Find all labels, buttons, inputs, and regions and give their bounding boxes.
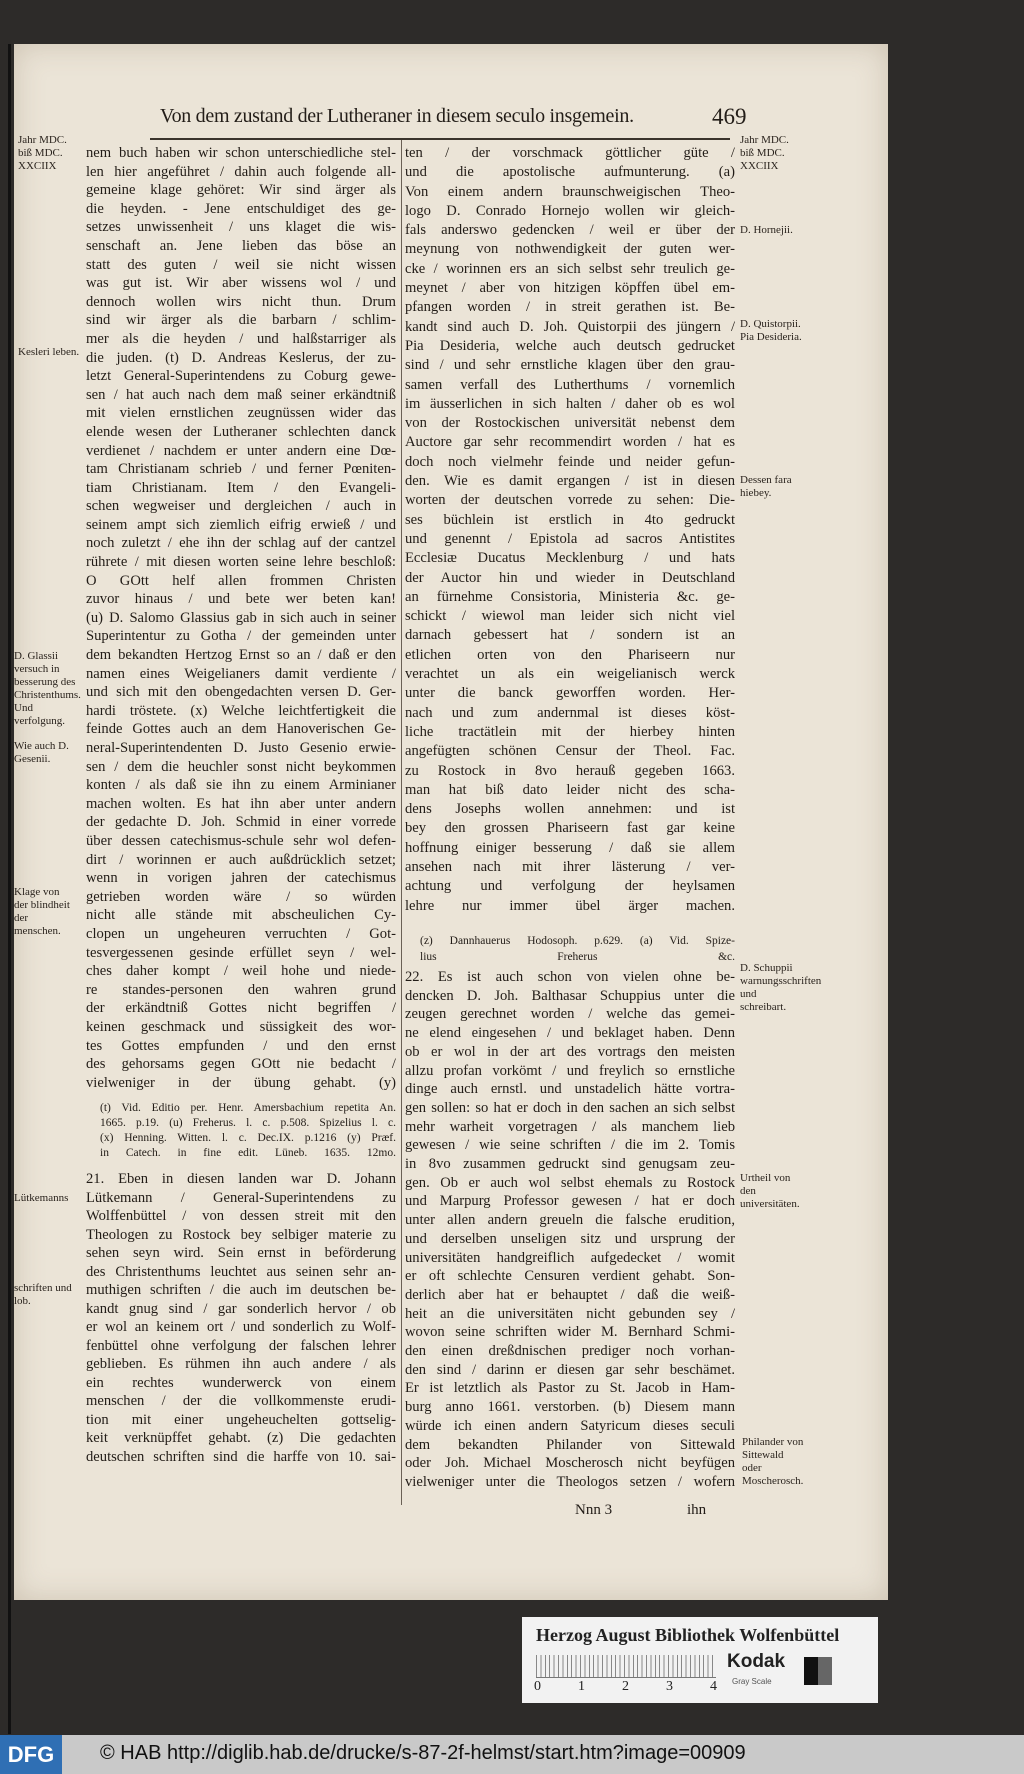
text-line: die heyden. - Jene entschuldiget des ge-: [86, 200, 396, 217]
scale-ruler: [536, 1655, 716, 1678]
text-line: Auctore gar sehr recommendirt worden / hat es: [405, 434, 735, 451]
text-line: zuvor hinaus / und bete wer beten kan!: [86, 591, 396, 608]
running-head: Von dem zustand der Lutheraner in diesem seculo insgemein.: [160, 105, 634, 127]
text-line: gen sollen: so hat er doch in den sachen an sich selbst: [405, 1099, 735, 1116]
text-line: tiam Christianam. Item / den Evangeli-: [86, 479, 396, 496]
text-line: den einen dreßdnischen prediger noch vorhan-: [405, 1343, 735, 1360]
text-line: liche tractätlein mit der hierbey hinten: [405, 723, 735, 740]
text-line: (u) D. Salomo Glassius gab in sich auch in seiner: [86, 609, 396, 626]
text-line: noch zuletzt / ehe ihn der schlag auf der cantzel: [86, 535, 396, 552]
text-line: des Christenthums leuchtet aus seinen sehr an-: [86, 1263, 396, 1280]
text-line: dem bekandten Hertzog Ernst so an / daß er den: [86, 647, 396, 664]
ruler-tick: 3: [666, 1679, 673, 1694]
left-column-footnotes: [100, 1101, 396, 1161]
text-line: clopen un ungeheuren verruchten / Got-: [86, 925, 396, 942]
text-line: rührete / mit diesen worten seine lehre beschloß:: [86, 554, 396, 571]
footnote-line: (t) Vid. Editio per. Henr. Amersbachium repetita An.: [100, 1102, 396, 1114]
margin-note: Philander von Sittewald oder Moscherosch.: [742, 1436, 804, 1487]
margin-note: D. Hornejii.: [740, 224, 793, 236]
text-line: sehen seyn wird. Sein ernst in beförderung: [86, 1245, 396, 1261]
text-line: unter allen andern greueln die falsche erudition,: [405, 1212, 735, 1229]
text-line: verdienet / nachdem er unter andern eine Dœ-: [86, 442, 396, 459]
text-line: gen. Ob er auch wol selbst ehemals zu Rostock: [405, 1174, 735, 1191]
text-line: und die apostolische aufmunterung. (a): [405, 164, 735, 181]
margin-note: Wie auch D. Gesenii.: [14, 740, 69, 765]
text-line: dencken D. Joh. Balthasar Schuppius unter die: [405, 987, 735, 1004]
text-line: deutschen schriften sind die harffe von 10. sai-: [86, 1448, 396, 1465]
margin-note: Klage von der blindheit der menschen.: [14, 886, 70, 937]
text-line: zeugen gerechnet worden / welche das gemei-: [405, 1006, 735, 1023]
dfg-logo: DFG: [0, 1735, 62, 1774]
text-line: Pia Desideria, welche auch deutsch gedrucket: [405, 337, 735, 354]
text-line: nicht alle stände mit abscheulichen Cy-: [86, 907, 396, 924]
text-line: sen / dem die heuchler sonst nicht beykommen: [86, 758, 396, 775]
text-line: ne elend eingesehen / und beklaget haben. Denn: [405, 1025, 735, 1042]
text-line: statt des guten / weil sie nicht wissen: [86, 256, 396, 273]
margin-note: D. Schuppii warnungsschriften und schreibart.: [740, 962, 822, 1013]
text-line: kandt gnug sind / gar sonderlich hervor / ob: [86, 1300, 396, 1317]
header-rule: [150, 138, 730, 140]
text-line: von der Rostockischen universität nebenst dem: [405, 415, 735, 432]
text-line: nach und zum andernmal ist dieses köst-: [405, 704, 735, 721]
text-line: und derselben unseligen sitz und ursprung der: [405, 1230, 735, 1247]
text-line: der gedachte D. Joh. Schmid in einer vorrede: [86, 814, 396, 831]
text-line: ein rechtes wunderwerck von einem: [86, 1374, 396, 1391]
catchword: ihn: [687, 1502, 707, 1518]
text-line: würde ich einen andern Satyricum dieses seculi: [405, 1417, 735, 1434]
text-line: vielweniger in der übung gehabt. (y): [86, 1074, 396, 1091]
text-line: hoffnung einiger besserung / daß sie allem: [405, 839, 735, 856]
text-line: dens Josephs wollen annehmen: und ist: [405, 801, 735, 818]
text-line: senschaft an. Jene lieben das böse an: [86, 237, 396, 254]
text-line: letzt General-Superintendens zu Coburg gewe-: [86, 368, 396, 385]
text-line: fenbüttel ohne verfolgung der falschen lehrer: [86, 1337, 396, 1354]
text-line: unter die banck geworffen worden. Her-: [405, 685, 735, 702]
text-line: mit vielen ernstlichen zeugnüssen wider das: [86, 405, 396, 422]
text-line: und Marpurg Professor gewesen / hat er doch: [405, 1193, 735, 1210]
text-line: hardi tröstete. (x) Welche leichtfertigkeit die: [86, 702, 396, 719]
text-line: etlichen orten von den Phariseern nur: [405, 646, 735, 663]
ruler-tick: 0: [534, 1679, 541, 1694]
right-column-footnotes: [420, 934, 735, 965]
margin-note: Lütkemanns: [14, 1192, 69, 1204]
text-line: des gehorsams gegen GOtt nie bedacht /: [86, 1056, 396, 1073]
text-line: Superintentur zu Gotha / der gemeinden unter: [86, 628, 396, 645]
text-line: worten der deutschen vorrede zu sehen: Die-: [405, 492, 735, 509]
text-line: pfangen worden / in streit gerathen ist. Be-: [405, 299, 735, 316]
gray-swatch: [804, 1657, 832, 1685]
footnote-line: lius Freherus &c.: [420, 950, 735, 963]
text-line: menschen / der die vollkommenste erudi-: [86, 1393, 396, 1409]
text-line: Wolffenbüttel / von dessen streit mit den: [86, 1208, 396, 1224]
text-line: tes Gottes empfunden / und den ernst: [86, 1037, 396, 1054]
text-line: vielweniger unter die Theologos setzen / wofern: [405, 1473, 735, 1490]
text-line: gemeine klage gehöret: Wir sind ärger als: [86, 182, 396, 199]
text-line: burg anno 1661. verstorben. (b) Diesem mann: [405, 1399, 735, 1416]
text-line: getrieben worden wäre / so würden: [86, 888, 396, 905]
text-line: lehre nur immer übel ärger machen.: [405, 897, 735, 914]
text-line: 22. Es ist auch schon von vielen ohne be-: [405, 969, 735, 985]
text-line: sen / hat auch nach dem maß seiner erkändtniß: [86, 386, 396, 403]
text-line: mehr warheit vorgetragen / als manchem lieb: [405, 1118, 735, 1135]
text-line: ses büchlein ist erstlich in 4to gedruckt: [405, 511, 735, 528]
text-line: zu Rostock in 8vo herauß gegeben 1663.: [405, 762, 735, 779]
gray-scale-label: Gray Scale: [732, 1677, 772, 1686]
margin-note: D. Quistorpii. Pia Desideria.: [740, 318, 802, 343]
text-line: darnach gebessert hat / sondern ist an: [405, 627, 735, 644]
text-line: elende wesen der Lutheraner schlechten danck: [86, 423, 396, 440]
text-line: sind wir ärger als die barbarn / schlim-: [86, 312, 396, 329]
text-line: der Auctor hin und wieder in Deutschland: [405, 569, 735, 586]
text-line: Von einem andern braunschweigischen Theo-: [405, 183, 735, 200]
text-line: oder Joh. Michael Moscherosch nicht beyfügen: [405, 1455, 735, 1472]
text-line: mer als die heyden / und halßstarriger als: [86, 330, 396, 347]
text-line: setzes unwissenheit / uns klaget die wis-: [86, 219, 396, 236]
text-line: was gut ist. Wir aber wissens wol / und: [86, 275, 396, 292]
text-line: er oft schlechte Censuren verdient gehabt. Son-: [405, 1268, 735, 1285]
margin-note: Dessen fara hiebey.: [740, 474, 792, 499]
text-line: tion mit einer ungeheuchelten gottselig-: [86, 1411, 396, 1428]
text-line: über dessen catechismus-schule sehr wol defen-: [86, 832, 396, 849]
text-line: er wol an keinem ort / und sonderlich zu Wolf-: [86, 1319, 396, 1335]
text-line: dem bekandten Philander von Sittewald: [405, 1436, 735, 1453]
text-line: an fürnehme Consistoria, Ministeria &c. ge-: [405, 588, 735, 605]
text-line: den. Wie es damit ergangen / ist in diesen: [405, 473, 735, 490]
text-line: derlich aber hat er behauptet / daß die weiß-: [405, 1286, 735, 1303]
text-line: und sich mit den obengedachten versen D. Ger-: [86, 684, 396, 701]
text-line: machen wolten. Es hat ihn aber unter andern: [86, 795, 396, 812]
right-column-body: [405, 144, 735, 916]
ruler-tick: 2: [622, 1679, 629, 1694]
text-line: Lütkemann / General-Superintendens zu: [86, 1189, 396, 1206]
ruler-tick: 1: [578, 1679, 585, 1694]
text-line: und genennt / Epistola ad sacros Antistites: [405, 530, 735, 547]
text-line: dennoch wollen wirs nicht thun. Drum: [86, 293, 396, 310]
text-line: nem buch haben wir schon unterschiedliche stel-: [86, 145, 396, 161]
text-line: schen wegweiser und dergleichen / auch in: [86, 498, 396, 515]
text-line: heit an die universitäten nicht gebunden sey /: [405, 1305, 735, 1322]
text-line: man hat biß dato leider nicht des scha-: [405, 781, 735, 798]
column-rule: [401, 140, 402, 1505]
text-line: gewesen / wie seine schriften / die im 2. Tomis: [405, 1137, 735, 1154]
text-line: cke / worinnen ers an sich selbst sehr treulich ge-: [405, 260, 735, 277]
footer-bar: [0, 1735, 1024, 1774]
text-line: O GOtt helf allen frommen Christen: [86, 572, 396, 589]
text-line: namen eines Weigelianers damit verdiente /: [86, 665, 396, 682]
margin-note: D. Glassii versuch in besserung des Christenthums. Und verfolgung.: [14, 650, 81, 727]
text-line: konten / als daß sie ihn zu einem Arminianer: [86, 777, 396, 794]
text-line: achtung und verfolgung der heylsamen: [405, 878, 735, 895]
text-line: fals anderswo gedencken / weil er über der: [405, 222, 735, 239]
text-line: sind / und sehr ernstliche klagen über den grau-: [405, 357, 735, 374]
text-line: seinem ampt sich ziemlich eifrig erwieß / und: [86, 516, 396, 533]
left-column-section-21: [86, 1170, 396, 1466]
text-line: muthigen schriften / die auch im deutschen be-: [86, 1282, 396, 1298]
copyright-link[interactable]: © HAB http://diglib.hab.de/drucke/s-87-2f-helmst/start.htm?image=00909: [100, 1742, 746, 1764]
text-line: neral-Superintendenten D. Justo Gesenio erwie-: [86, 740, 396, 756]
text-line: kandt sind auch D. Joh. Quistorpii des jüngern /: [405, 318, 735, 335]
text-line: Ecclesiæ Ducatus Mecklenburg / und hats: [405, 550, 735, 567]
text-line: tam Christianam schrieb / und ferner Pœniten-: [86, 461, 396, 478]
text-line: in 8vo zusammen gedruckt sind genugsam zeu-: [405, 1156, 735, 1173]
footnote-line: (x) Henning. Witten. l. c. Dec.IX. p.1216 (y) Præf.: [100, 1132, 396, 1144]
text-line: Er ist letztlich als Pastor zu St. Jacob in Ham-: [405, 1380, 735, 1397]
text-line: schickt / wiewol man leider sich nicht viel: [405, 608, 735, 625]
text-line: dinge auch ernstl. und unstadelich hätte vortra-: [405, 1081, 735, 1098]
margin-note: schriften und lob.: [14, 1282, 72, 1307]
text-line: wenn in vorigen jahren der catechismus: [86, 870, 396, 887]
text-line: meynung von nothwendigkeit der guten wer-: [405, 241, 735, 258]
book-spine-edge: [8, 44, 11, 1734]
text-line: dirt / worinnen er auch außdrücklich setzet;: [86, 851, 396, 868]
page-number: 469: [712, 104, 747, 129]
margin-note-year: Jahr MDC. biß MDC. XXCIIX: [740, 134, 789, 172]
text-line: 21. Eben in diesen landen war D. Johann: [86, 1171, 396, 1187]
text-line: ansehen nach mit ihrer lästerung / ver-: [405, 858, 735, 875]
text-line: feinde Gottes auch an dem Hanoverischen Ge-: [86, 721, 396, 738]
ruler-tick: 4: [710, 1679, 717, 1694]
text-line: bey den grossen Phariseern fast gar keine: [405, 820, 735, 837]
text-line: len hier angeführet / dahin auch folgende all-: [86, 163, 396, 180]
library-name: Herzog August Bibliothek Wolfenbüttel: [536, 1625, 840, 1645]
footnote-line: in Catech. in fine edit. Lüneb. 1635. 12mo.: [100, 1147, 396, 1159]
left-column-body: [86, 144, 396, 1092]
text-line: die juden. (t) D. Andreas Keslerus, der zu-: [86, 349, 396, 366]
text-line: ten / der vorschmack göttlicher güte /: [405, 145, 735, 161]
text-line: den sind / darinn er diesen gar sehr beschämet.: [405, 1361, 735, 1378]
text-line: doch noch vielmehr feinde und neider gefun-: [405, 453, 735, 470]
text-line: universitäten handgreiflich aufgedecket / womit: [405, 1249, 735, 1266]
text-line: allzu profan vorkömt / und freylich so ernstliche: [405, 1062, 735, 1079]
text-line: ob er wol in der art des vortrags den meisten: [405, 1043, 735, 1060]
right-column-section-22: [405, 968, 735, 1492]
footnote-line: 1665. p.19. (u) Freherus. l. c. p.508. Spizelius l. c.: [100, 1117, 396, 1129]
margin-note-year: Jahr MDC. biß MDC. XXCIIX: [18, 134, 67, 172]
text-line: tesvergessenen gesinde erfüllet seyn / wel-: [86, 944, 396, 961]
margin-note: Urtheil von den universitäten.: [740, 1172, 800, 1210]
kodak-brand: Kodak: [727, 1651, 786, 1672]
text-line: ches daher kompt / weil hohe und niede-: [86, 963, 396, 980]
text-line: geblieben. Es rühmen ihn auch andere / als: [86, 1356, 396, 1372]
text-line: keit verknüpffet gehabt. (z) Die gedachten: [86, 1430, 396, 1446]
text-line: keinen geschmack und süssigkeit des wor-: [86, 1018, 396, 1035]
text-line: der erkändtniß Gottes nicht begriffen /: [86, 1000, 396, 1017]
text-line: logo D. Conrado Hornejo wollen wir gleich-: [405, 202, 735, 219]
text-line: meynet / aber von hitzigen köpffen übel em-: [405, 280, 735, 297]
margin-note: Kesleri leben.: [18, 346, 80, 358]
text-line: Theologen zu Rostock bey selbiger materie zu: [86, 1226, 396, 1243]
scan-color-target: [522, 1617, 878, 1703]
text-line: wovon seine schriften wider M. Bernhard Schmi-: [405, 1324, 735, 1341]
text-line: samen verfall des Lutherthums / vornemlich: [405, 376, 735, 393]
text-line: im äusserlichen in sich halten / daher ob es wol: [405, 395, 735, 412]
text-line: angefügten schönen Censur der Theol. Fac.: [405, 743, 735, 760]
signature-mark: Nnn 3: [575, 1502, 613, 1518]
text-line: re standes-personen den wahren grund: [86, 981, 396, 998]
footnote-line: (z) Dannhauerus Hodosoph. p.629. (a) Vid. Spize-: [420, 935, 735, 947]
text-line: verachtet un als ein weigelianisch werck: [405, 666, 735, 683]
